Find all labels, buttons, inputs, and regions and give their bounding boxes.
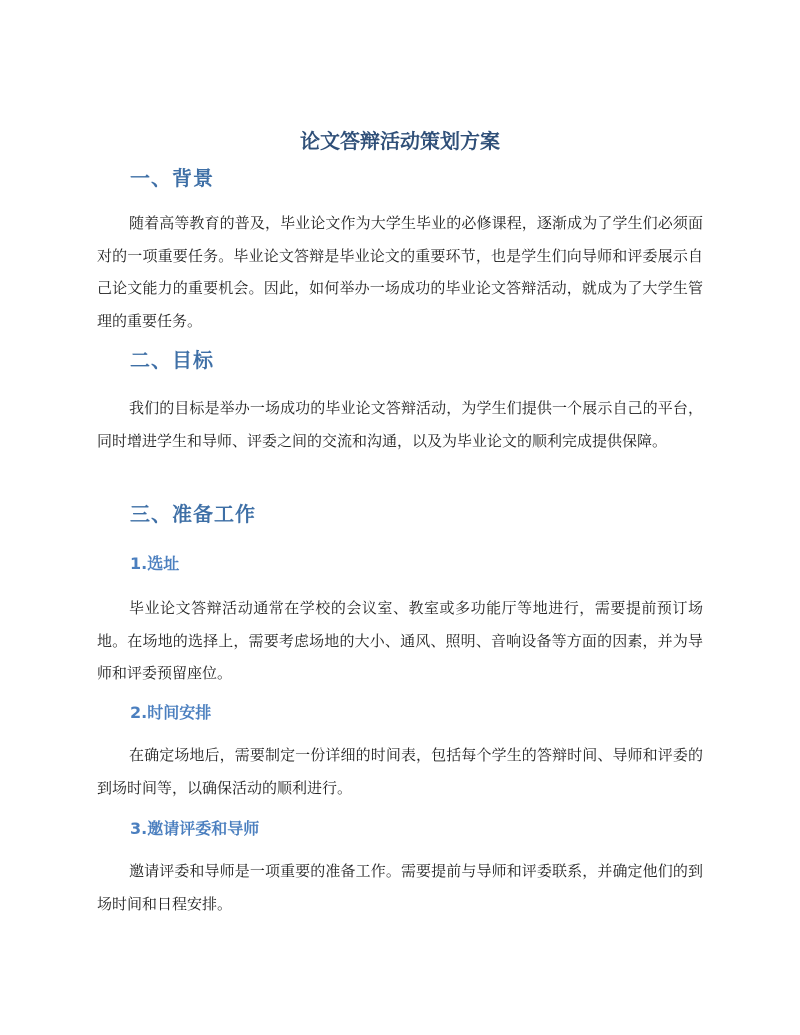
section-paragraph-background: 随着高等教育的普及，毕业论文作为大学生毕业的必修课程，逐渐成为了学生们必须面对的一项重要任务。毕业论文答辩是毕业论文的重要环节，也是学生们向导师和评委展示自己论文能力的重要机会。因此，如何举办一场成功的毕业论文答辩活动，就成为了大学生管理的重要任务。	[97, 214, 703, 330]
subsection-paragraph-schedule: 在确定场地后，需要制定一份详细的时间表，包括每个学生的答辩时间、导师和评委的到场时间等，以确保活动的顺利进行。	[97, 746, 703, 797]
section-paragraph-goals: 我们的目标是举办一场成功的毕业论文答辩活动，为学生们提供一个展示自己的平台，同时增进学生和导师、评委之间的交流和沟通，以及为毕业论文的顺利完成提供保障。	[97, 399, 703, 450]
document-title: 论文答辩活动策划方案	[300, 129, 500, 153]
subsection-paragraph-venue: 毕业论文答辩活动通常在学校的会议室、教室或多功能厅等地进行，需要提前预订场地。在场地的选择上，需要考虑场地的大小、通风、照明、音响设备等方面的因素，并为导师和评委预留座位。	[97, 599, 703, 682]
section-heading-goals: 二、目标	[130, 348, 214, 372]
subsection-paragraph-invite: 邀请评委和导师是一项重要的准备工作。需要提前与导师和评委联系，并确定他们的到场时间和日程安排。	[97, 862, 703, 913]
section-heading-background: 一、背景	[130, 166, 214, 190]
subsection-heading-invite: 3.邀请评委和导师	[130, 819, 260, 838]
subsection-heading-schedule: 2.时间安排	[130, 703, 212, 722]
subsection-heading-venue: 1.选址	[130, 554, 180, 573]
section-heading-preparation: 三、准备工作	[130, 502, 256, 526]
